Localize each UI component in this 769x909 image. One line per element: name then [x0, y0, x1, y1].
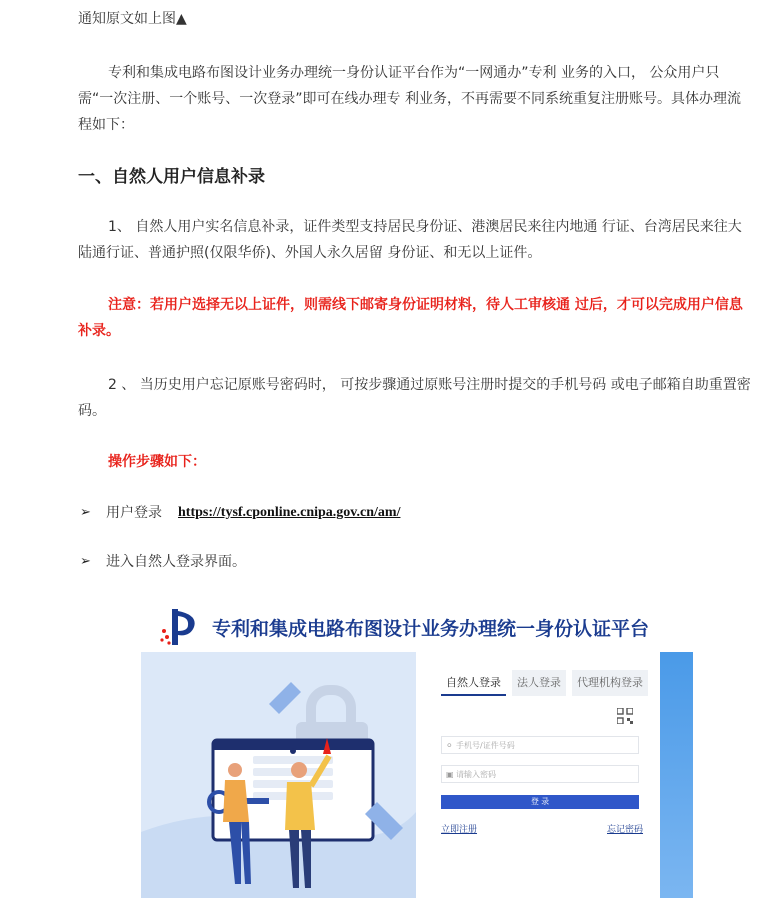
tab-legal-person[interactable]: 法人登录 [512, 670, 566, 696]
user-icon: ⚪ [446, 741, 453, 750]
login-button[interactable]: 登 录 [441, 795, 639, 809]
login-screenshot [141, 652, 693, 898]
platform-title: 专利和集成电路布图设计业务办理统一身份认证平台 [212, 617, 650, 640]
forgot-password-link[interactable]: 忘记密码 [607, 825, 644, 835]
bullet-label: 用户登录 [106, 505, 162, 521]
illustration-image [141, 652, 416, 898]
item-2-paragraph: 2 、 当历史用户忘记原账号密码时， 可按步骤通过原账号注册时提交的手机号码 或电子邮箱自助重置密码。 [78, 377, 751, 419]
notice-paragraph: 注意：若用户选择无以上证件，则需线下邮寄身份证明材料，待人工审核通 过后，才可以完成用户信息补录。 [78, 297, 743, 339]
cnipa-logo-icon [158, 607, 202, 647]
section-title: 一、自然人用户信息补录 [78, 167, 265, 187]
qr-code-icon[interactable] [617, 708, 633, 724]
tab-agency[interactable]: 代理机构登录 [572, 670, 648, 696]
item-1-paragraph: 1、 自然人用户实名信息补录，证件类型支持居民身份证、港澳居民来往内地通 行证、台湾居民来往大陆通行证、普通护照(仅限华侨)、外国人永久居留 身份证、和无以上证件。 [78, 219, 742, 261]
bullet-label: 进入自然人登录界面。 [106, 554, 246, 570]
password-placeholder: 请输入密码 [456, 770, 496, 779]
intro-paragraph: 专利和集成电路布图设计业务办理统一身份认证平台作为“一网通办”专利 业务的入口， 公众用户只需“一次注册、一个账号、一次登录”即可在线办理专 利业务，不再需要不同系统重复注册账号。具体办理流程如下： [78, 65, 741, 133]
platform-header [158, 607, 698, 647]
caption-text: 通知原文如上图▲ [78, 11, 187, 27]
steps-title: 操作步骤如下： [108, 454, 206, 470]
password-input[interactable] [441, 765, 639, 783]
bullet-login [80, 501, 400, 525]
phone-input[interactable] [441, 736, 639, 754]
tab-natural-person[interactable]: 自然人登录 [441, 670, 506, 696]
arrow-bullet-icon: ➢ [80, 554, 91, 569]
bullet-enter [80, 550, 246, 574]
register-link[interactable]: 立即注册 [441, 825, 478, 835]
background-strip [660, 652, 693, 898]
login-url-link[interactable]: https://tysf.cponline.cnipa.gov.cn/am/ [178, 505, 401, 520]
phone-placeholder: 手机号/证件号码 [456, 741, 515, 750]
login-panel [416, 652, 660, 898]
arrow-bullet-icon: ➢ [80, 505, 91, 520]
lock-icon: ▣ [446, 770, 454, 779]
login-tabs [441, 670, 648, 696]
